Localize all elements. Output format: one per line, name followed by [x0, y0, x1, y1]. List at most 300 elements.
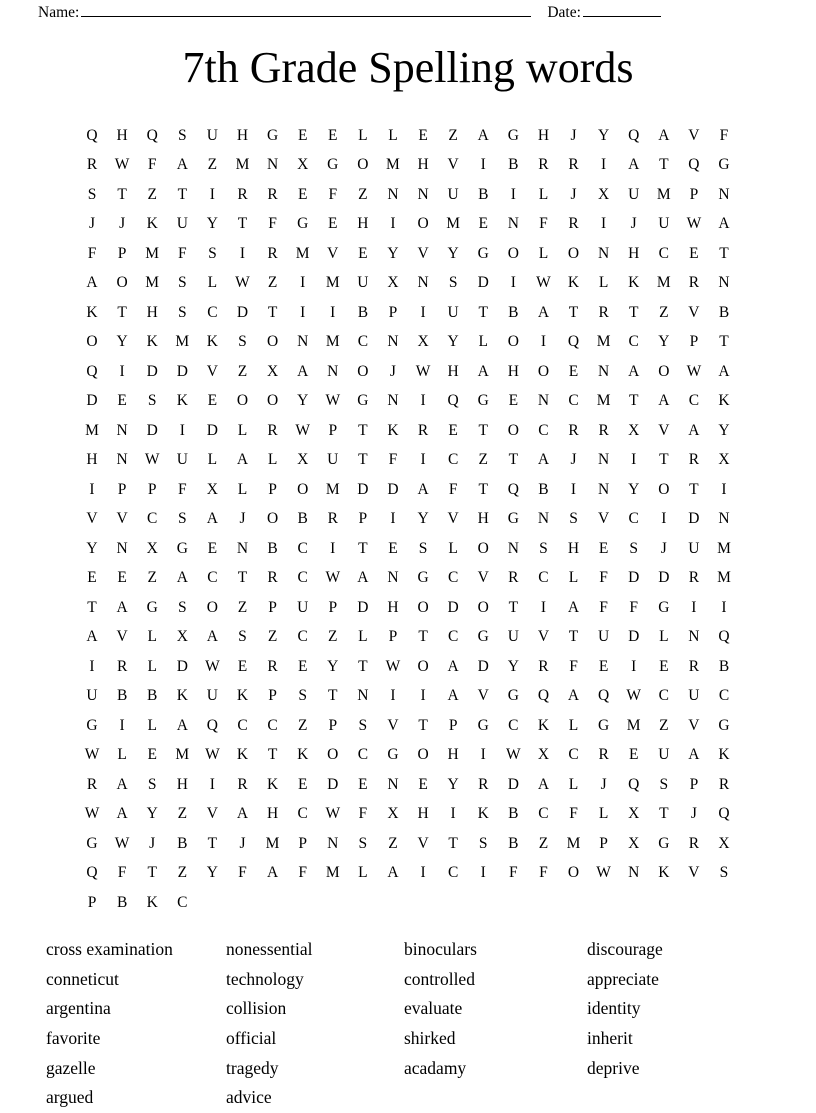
grid-letter[interactable]: S [659, 775, 669, 793]
grid-letter[interactable]: T [659, 156, 669, 174]
grid-letter[interactable]: Z [659, 303, 669, 321]
grid-letter[interactable]: U [327, 451, 339, 469]
grid-letter[interactable]: S [569, 510, 578, 528]
grid-letter[interactable]: X [146, 539, 158, 557]
grid-letter[interactable]: N [327, 362, 339, 380]
grid-letter[interactable]: L [267, 451, 278, 469]
grid-letter[interactable]: C [508, 716, 519, 734]
grid-letter[interactable]: K [206, 333, 218, 351]
grid-letter[interactable]: B [147, 687, 158, 705]
grid-letter[interactable]: F [629, 598, 639, 616]
grid-letter[interactable]: H [628, 244, 640, 262]
grid-letter[interactable]: E [478, 215, 488, 233]
grid-letter[interactable]: O [236, 392, 249, 410]
grid-letter[interactable]: Y [206, 215, 218, 233]
grid-letter[interactable]: U [688, 687, 700, 705]
grid-letter[interactable]: R [718, 775, 730, 793]
grid-letter[interactable]: T [328, 687, 338, 705]
grid-letter[interactable]: H [567, 539, 580, 557]
grid-letter[interactable]: A [116, 598, 128, 616]
grid-letter[interactable]: L [659, 628, 669, 646]
grid-letter[interactable]: W [205, 657, 220, 675]
grid-letter[interactable]: T [568, 628, 579, 646]
grid-letter[interactable]: W [114, 156, 130, 174]
grid-letter[interactable]: B [718, 303, 730, 321]
grid-letter[interactable]: M [656, 274, 671, 292]
grid-letter[interactable]: C [267, 716, 278, 734]
grid-letter[interactable]: Y [86, 539, 98, 557]
grid-letter[interactable]: W [325, 392, 341, 410]
grid-letter[interactable]: T [418, 628, 428, 646]
grid-letter[interactable]: D [327, 775, 339, 793]
grid-letter[interactable]: E [147, 746, 157, 764]
grid-letter[interactable]: Z [177, 805, 188, 823]
grid-letter[interactable]: K [567, 274, 580, 292]
grid-letter[interactable]: L [147, 657, 157, 675]
grid-letter[interactable]: F [87, 244, 97, 262]
grid-letter[interactable]: R [538, 156, 549, 174]
grid-letter[interactable]: C [718, 687, 730, 705]
grid-letter[interactable]: Q [146, 126, 158, 144]
grid-letter[interactable]: R [267, 421, 278, 439]
grid-letter[interactable]: O [567, 244, 580, 262]
grid-letter[interactable]: A [688, 746, 700, 764]
grid-letter[interactable]: G [658, 598, 670, 616]
grid-letter[interactable]: I [300, 303, 306, 321]
grid-letter[interactable]: S [177, 510, 187, 528]
grid-letter[interactable]: H [447, 362, 459, 380]
grid-letter[interactable]: N [417, 274, 429, 292]
grid-letter[interactable]: U [176, 451, 188, 469]
grid-letter[interactable]: V [688, 126, 700, 144]
grid-letter[interactable]: Q [628, 126, 640, 144]
grid-letter[interactable]: D [688, 510, 700, 528]
grid-letter[interactable]: V [206, 805, 218, 823]
grid-letter[interactable]: Z [388, 834, 398, 852]
grid-letter[interactable]: Q [628, 775, 640, 793]
grid-letter[interactable]: R [688, 657, 700, 675]
grid-letter[interactable]: C [447, 451, 459, 469]
grid-letter[interactable]: X [537, 746, 550, 764]
grid-letter[interactable]: B [478, 185, 489, 203]
grid-letter[interactable]: Z [328, 628, 338, 646]
grid-letter[interactable]: V [688, 303, 700, 321]
grid-letter[interactable]: K [176, 687, 188, 705]
grid-letter[interactable]: B [508, 156, 519, 174]
grid-letter[interactable]: C [297, 805, 308, 823]
grid-letter[interactable]: O [266, 392, 279, 410]
grid-letter[interactable]: A [236, 451, 249, 469]
date-input-line[interactable] [583, 4, 661, 17]
grid-letter[interactable]: D [658, 569, 670, 587]
grid-letter[interactable]: Y [146, 805, 158, 823]
grid-letter[interactable]: O [477, 539, 489, 557]
grid-letter[interactable]: E [508, 392, 519, 410]
grid-letter[interactable]: O [266, 510, 279, 528]
grid-letter[interactable]: L [117, 746, 127, 764]
grid-letter[interactable]: O [297, 480, 309, 498]
grid-letter[interactable]: A [658, 392, 670, 410]
grid-letter[interactable]: D [477, 274, 489, 292]
grid-letter[interactable]: P [298, 834, 307, 852]
grid-letter[interactable]: P [87, 893, 97, 911]
grid-letter[interactable]: N [387, 392, 399, 410]
grid-letter[interactable]: W [536, 274, 551, 292]
grid-letter[interactable]: S [629, 539, 639, 557]
grid-letter[interactable]: D [176, 362, 188, 380]
grid-letter[interactable]: H [266, 805, 279, 823]
grid-letter[interactable]: L [358, 126, 368, 144]
grid-letter[interactable]: H [417, 156, 429, 174]
grid-letter[interactable]: V [387, 716, 399, 734]
grid-letter[interactable]: O [658, 362, 670, 380]
grid-letter[interactable]: R [598, 746, 609, 764]
grid-letter[interactable]: K [297, 746, 309, 764]
grid-letter[interactable]: T [358, 421, 368, 439]
grid-letter[interactable]: A [658, 126, 670, 144]
grid-letter[interactable]: L [568, 716, 579, 734]
grid-letter[interactable]: A [116, 805, 128, 823]
grid-letter[interactable]: G [86, 834, 98, 852]
grid-letter[interactable]: V [658, 421, 670, 439]
grid-letter[interactable]: C [538, 569, 549, 587]
grid-letter[interactable]: R [237, 185, 248, 203]
grid-letter[interactable]: U [598, 628, 610, 646]
grid-letter[interactable]: M [596, 333, 611, 351]
grid-letter[interactable]: O [266, 333, 279, 351]
grid-letter[interactable]: T [117, 303, 127, 321]
grid-letter[interactable]: E [628, 746, 639, 764]
grid-letter[interactable]: Y [447, 775, 459, 793]
grid-letter[interactable]: Z [237, 598, 248, 616]
grid-letter[interactable]: P [268, 598, 277, 616]
grid-letter[interactable]: A [628, 156, 640, 174]
grid-letter[interactable]: I [420, 392, 426, 410]
grid-letter[interactable]: H [447, 746, 459, 764]
grid-letter[interactable]: H [387, 598, 399, 616]
grid-letter[interactable]: C [568, 392, 579, 410]
grid-letter[interactable]: O [658, 480, 670, 498]
grid-letter[interactable]: T [237, 569, 248, 587]
grid-letter[interactable]: Z [448, 126, 458, 144]
grid-letter[interactable]: G [477, 244, 489, 262]
grid-letter[interactable]: K [146, 893, 158, 911]
grid-letter[interactable]: C [207, 569, 218, 587]
grid-letter[interactable]: X [297, 451, 309, 469]
grid-letter[interactable]: E [418, 126, 428, 144]
grid-letter[interactable]: S [238, 333, 247, 351]
grid-letter[interactable]: V [116, 510, 128, 528]
grid-letter[interactable]: G [658, 834, 670, 852]
grid-letter[interactable]: L [237, 480, 248, 498]
grid-letter[interactable]: W [626, 687, 642, 705]
grid-letter[interactable]: E [358, 244, 368, 262]
grid-letter[interactable]: K [718, 392, 730, 410]
grid-letter[interactable]: M [175, 746, 190, 764]
grid-letter[interactable]: M [325, 864, 340, 882]
grid-letter[interactable]: I [119, 362, 125, 380]
grid-letter[interactable]: V [447, 156, 459, 174]
grid-letter[interactable]: F [448, 480, 458, 498]
grid-letter[interactable]: K [718, 746, 730, 764]
grid-letter[interactable]: I [631, 657, 637, 675]
grid-letter[interactable]: X [598, 185, 610, 203]
grid-letter[interactable]: C [658, 244, 669, 262]
grid-letter[interactable]: G [507, 126, 519, 144]
grid-letter[interactable]: I [390, 687, 396, 705]
grid-letter[interactable]: R [688, 834, 700, 852]
grid-letter[interactable]: F [298, 864, 307, 882]
grid-letter[interactable]: E [207, 392, 218, 410]
grid-letter[interactable]: I [721, 480, 727, 498]
grid-letter[interactable]: S [719, 864, 729, 882]
grid-letter[interactable]: C [177, 893, 188, 911]
grid-letter[interactable]: C [628, 510, 639, 528]
grid-letter[interactable]: L [388, 126, 398, 144]
grid-letter[interactable]: J [690, 805, 697, 823]
grid-letter[interactable]: F [388, 451, 398, 469]
grid-letter[interactable]: N [688, 628, 700, 646]
grid-letter[interactable]: V [477, 569, 489, 587]
grid-letter[interactable]: T [689, 480, 699, 498]
grid-letter[interactable]: T [568, 303, 579, 321]
grid-letter[interactable]: Y [447, 244, 459, 262]
grid-letter[interactable]: Y [387, 244, 399, 262]
grid-letter[interactable]: H [146, 303, 158, 321]
grid-letter[interactable]: I [540, 598, 546, 616]
grid-letter[interactable]: R [568, 215, 579, 233]
grid-letter[interactable]: T [478, 303, 488, 321]
grid-letter[interactable]: X [718, 834, 730, 852]
grid-letter[interactable]: A [236, 805, 249, 823]
grid-letter[interactable]: D [206, 421, 218, 439]
grid-letter[interactable]: G [357, 392, 369, 410]
grid-letter[interactable]: P [599, 834, 608, 852]
grid-letter[interactable]: E [297, 657, 308, 675]
grid-letter[interactable]: U [357, 274, 369, 292]
grid-letter[interactable]: E [328, 215, 338, 233]
grid-letter[interactable]: I [300, 274, 306, 292]
grid-letter[interactable]: E [117, 569, 127, 587]
grid-letter[interactable]: U [628, 185, 640, 203]
grid-letter[interactable]: D [146, 362, 158, 380]
grid-letter[interactable]: G [327, 156, 339, 174]
grid-letter[interactable]: E [659, 657, 669, 675]
grid-letter[interactable]: A [537, 451, 550, 469]
grid-letter[interactable]: C [538, 805, 549, 823]
grid-letter[interactable]: M [596, 392, 611, 410]
grid-letter[interactable]: R [237, 775, 248, 793]
grid-letter[interactable]: D [628, 628, 640, 646]
grid-letter[interactable]: A [357, 569, 369, 587]
grid-letter[interactable]: M [386, 156, 400, 174]
grid-letter[interactable]: B [508, 834, 519, 852]
grid-letter[interactable]: L [237, 421, 248, 439]
grid-letter[interactable]: C [207, 303, 218, 321]
grid-letter[interactable]: I [390, 215, 396, 233]
grid-letter[interactable]: X [297, 156, 309, 174]
grid-letter[interactable]: D [507, 775, 519, 793]
grid-letter[interactable]: C [447, 864, 459, 882]
grid-letter[interactable]: U [206, 687, 218, 705]
grid-letter[interactable]: O [567, 864, 580, 882]
grid-letter[interactable]: F [177, 480, 187, 498]
grid-letter[interactable]: N [417, 185, 429, 203]
grid-letter[interactable]: R [478, 775, 489, 793]
grid-letter[interactable]: Y [327, 657, 339, 675]
grid-letter[interactable]: Q [86, 864, 98, 882]
grid-letter[interactable]: K [236, 687, 249, 705]
grid-letter[interactable]: P [689, 775, 699, 793]
grid-letter[interactable]: P [117, 480, 127, 498]
grid-letter[interactable]: F [569, 805, 578, 823]
grid-letter[interactable]: A [718, 362, 730, 380]
grid-letter[interactable]: A [447, 657, 459, 675]
grid-letter[interactable]: N [387, 569, 399, 587]
grid-letter[interactable]: H [116, 126, 128, 144]
grid-letter[interactable]: L [568, 775, 579, 793]
grid-letter[interactable]: V [688, 716, 700, 734]
grid-letter[interactable]: N [718, 274, 730, 292]
grid-letter[interactable]: L [598, 805, 609, 823]
grid-letter[interactable]: J [88, 215, 96, 233]
grid-letter[interactable]: M [325, 480, 340, 498]
grid-letter[interactable]: P [268, 480, 277, 498]
grid-letter[interactable]: O [357, 362, 369, 380]
grid-letter[interactable]: K [176, 392, 188, 410]
grid-letter[interactable]: L [598, 274, 609, 292]
grid-letter[interactable]: Z [147, 185, 157, 203]
grid-letter[interactable]: G [86, 716, 98, 734]
grid-letter[interactable]: R [598, 303, 609, 321]
grid-letter[interactable]: D [477, 657, 489, 675]
grid-letter[interactable]: D [86, 392, 98, 410]
grid-letter[interactable]: H [236, 126, 249, 144]
grid-letter[interactable]: B [116, 893, 128, 911]
grid-letter[interactable]: B [508, 805, 519, 823]
grid-letter[interactable]: E [297, 185, 308, 203]
grid-letter[interactable]: M [175, 333, 190, 351]
grid-letter[interactable]: G [266, 126, 279, 144]
grid-letter[interactable]: U [688, 539, 700, 557]
grid-letter[interactable]: P [388, 303, 398, 321]
grid-letter[interactable]: Z [478, 451, 488, 469]
grid-letter[interactable]: I [209, 185, 215, 203]
grid-letter[interactable]: W [506, 746, 521, 764]
grid-letter[interactable]: H [507, 362, 519, 380]
grid-letter[interactable]: C [658, 687, 669, 705]
grid-letter[interactable]: N [537, 392, 550, 410]
grid-letter[interactable]: F [147, 156, 157, 174]
grid-letter[interactable]: X [387, 805, 399, 823]
grid-letter[interactable]: S [177, 274, 187, 292]
grid-letter[interactable]: F [539, 864, 548, 882]
grid-letter[interactable]: R [538, 657, 549, 675]
grid-letter[interactable]: N [537, 510, 550, 528]
grid-letter[interactable]: M [656, 185, 671, 203]
grid-letter[interactable]: Y [206, 864, 218, 882]
grid-letter[interactable]: V [477, 687, 489, 705]
word-search-grid[interactable] [77, 121, 739, 918]
grid-letter[interactable]: N [507, 539, 519, 557]
grid-letter[interactable]: F [569, 657, 578, 675]
grid-letter[interactable]: C [447, 628, 459, 646]
grid-letter[interactable]: R [267, 185, 278, 203]
grid-letter[interactable]: S [147, 392, 157, 410]
grid-letter[interactable]: N [718, 185, 730, 203]
grid-letter[interactable]: A [628, 362, 640, 380]
grid-letter[interactable]: G [598, 716, 610, 734]
grid-letter[interactable]: C [237, 716, 248, 734]
grid-letter[interactable]: W [235, 274, 250, 292]
grid-letter[interactable]: P [689, 185, 699, 203]
grid-letter[interactable]: W [325, 569, 341, 587]
grid-letter[interactable]: B [116, 687, 128, 705]
grid-letter[interactable]: A [176, 156, 188, 174]
grid-letter[interactable]: V [598, 510, 610, 528]
grid-letter[interactable]: F [328, 185, 338, 203]
grid-letter[interactable]: Q [567, 333, 580, 351]
grid-letter[interactable]: O [417, 657, 429, 675]
grid-letter[interactable]: M [717, 539, 731, 557]
grid-letter[interactable]: Y [297, 392, 309, 410]
grid-letter[interactable]: C [357, 746, 369, 764]
grid-letter[interactable]: W [114, 834, 130, 852]
grid-letter[interactable]: S [358, 716, 368, 734]
grid-letter[interactable]: Y [718, 421, 730, 439]
grid-letter[interactable]: L [147, 716, 157, 734]
grid-letter[interactable]: W [415, 362, 431, 380]
grid-letter[interactable]: I [661, 510, 667, 528]
grid-letter[interactable]: C [447, 569, 459, 587]
grid-letter[interactable]: P [689, 333, 699, 351]
grid-letter[interactable]: A [206, 628, 218, 646]
grid-letter[interactable]: L [207, 274, 218, 292]
grid-letter[interactable]: N [718, 510, 730, 528]
grid-letter[interactable]: K [146, 333, 158, 351]
grid-letter[interactable]: M [325, 333, 340, 351]
grid-letter[interactable]: T [719, 244, 729, 262]
grid-letter[interactable]: T [267, 303, 278, 321]
grid-letter[interactable]: X [206, 480, 218, 498]
grid-letter[interactable]: K [146, 215, 158, 233]
grid-letter[interactable]: O [417, 215, 429, 233]
grid-letter[interactable]: U [297, 598, 309, 616]
grid-letter[interactable]: T [267, 746, 278, 764]
grid-letter[interactable]: X [387, 274, 399, 292]
grid-letter[interactable]: V [447, 510, 459, 528]
grid-letter[interactable]: J [149, 834, 156, 852]
grid-letter[interactable]: A [477, 126, 489, 144]
grid-letter[interactable]: A [266, 864, 279, 882]
grid-letter[interactable]: O [86, 333, 98, 351]
grid-letter[interactable]: G [387, 746, 399, 764]
grid-letter[interactable]: T [237, 215, 248, 233]
grid-letter[interactable]: G [718, 716, 730, 734]
grid-letter[interactable]: M [295, 244, 310, 262]
grid-letter[interactable]: H [357, 215, 369, 233]
grid-letter[interactable]: E [207, 539, 218, 557]
grid-letter[interactable]: X [628, 421, 640, 439]
grid-letter[interactable]: M [85, 421, 99, 439]
grid-letter[interactable]: R [598, 421, 609, 439]
grid-letter[interactable]: X [628, 805, 640, 823]
grid-letter[interactable]: U [447, 185, 459, 203]
grid-letter[interactable]: Q [86, 362, 98, 380]
grid-letter[interactable]: F [358, 805, 368, 823]
grid-letter[interactable]: B [267, 539, 278, 557]
grid-letter[interactable]: F [268, 215, 277, 233]
